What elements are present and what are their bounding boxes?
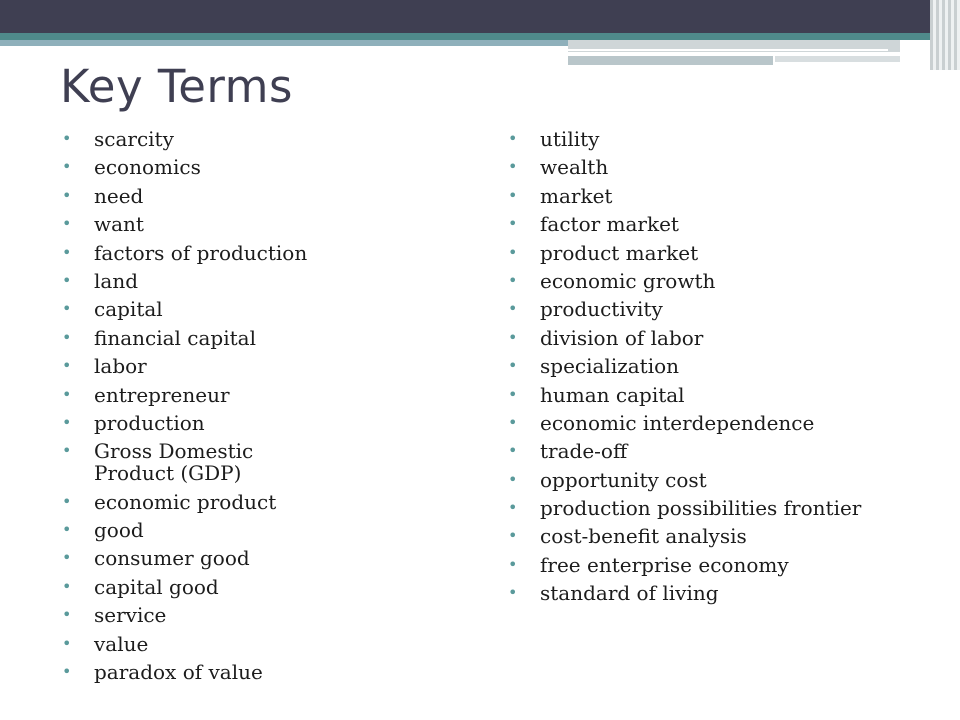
header-accent-bar (0, 40, 568, 46)
term-text: financial capital (94, 325, 256, 350)
term-list-item (60, 128, 460, 150)
bullet-icon: • (508, 412, 518, 432)
slide-title: Key Terms (60, 60, 293, 113)
header-gray-bar-lower (568, 56, 773, 65)
term-text: utility (540, 127, 600, 151)
term-list-item (60, 519, 460, 541)
term-list-item (506, 128, 946, 150)
term-text: production (94, 410, 205, 435)
term-list-item (60, 242, 460, 264)
term-text: factor market (540, 212, 679, 237)
term-text: service (94, 603, 167, 628)
term-list-item (60, 547, 460, 569)
bullet-icon: • (508, 526, 518, 546)
term-text: need (94, 183, 144, 208)
bullet-icon: • (508, 441, 518, 461)
term-text: good (94, 518, 144, 543)
term-list-item (60, 604, 460, 626)
term-text: economic product (94, 489, 277, 514)
bullet-icon: • (508, 129, 518, 148)
bullet-icon: • (62, 270, 72, 290)
term-list-item (506, 412, 946, 434)
term-text: capital good (94, 574, 219, 599)
term-list-item (506, 213, 946, 235)
bullet-icon: • (508, 242, 518, 262)
term-list-item (506, 440, 946, 462)
term-text: market (540, 183, 613, 208)
term-list-item (506, 469, 946, 491)
bullet-icon: • (62, 384, 72, 404)
term-text: factors of production (94, 240, 308, 265)
term-text: economic growth (540, 268, 716, 293)
term-list-item (60, 327, 460, 349)
bullet-icon: • (62, 520, 72, 540)
term-list-item (60, 270, 460, 292)
term-list-item (60, 491, 460, 513)
term-text: labor (94, 354, 147, 379)
bullet-icon: • (508, 299, 518, 319)
bullet-icon: • (62, 576, 72, 596)
bullet-icon: • (62, 633, 72, 653)
right-term-list (506, 128, 946, 611)
bullet-icon: • (508, 157, 518, 177)
term-text: opportunity cost (540, 467, 707, 492)
term-list-item (60, 384, 460, 406)
term-text: standard of living (540, 581, 719, 606)
header-dark-bar (0, 0, 960, 33)
term-list-item (60, 355, 460, 377)
left-term-list (60, 128, 460, 689)
bullet-icon: • (62, 214, 72, 234)
term-list-item (506, 298, 946, 320)
term-list-item (60, 185, 460, 207)
bullet-icon: • (508, 384, 518, 404)
bullet-icon: • (62, 157, 72, 177)
term-list-item (60, 440, 304, 484)
bullet-icon: • (62, 242, 72, 262)
bullet-icon: • (508, 554, 518, 574)
bullet-icon: • (508, 270, 518, 290)
term-text: wealth (540, 155, 609, 180)
term-text: production possibilities frontier (540, 496, 862, 521)
term-text: human capital (540, 382, 685, 407)
term-list-item (506, 525, 946, 547)
bullet-icon: • (62, 491, 72, 511)
bullet-icon: • (508, 356, 518, 376)
term-text: division of labor (540, 325, 704, 350)
term-text: Gross Domestic Product (GDP) (94, 439, 254, 486)
term-text: economic interdependence (540, 410, 815, 435)
term-list-item (506, 156, 946, 178)
bullet-icon: • (62, 299, 72, 319)
term-text: want (94, 212, 144, 237)
term-text: free enterprise economy (540, 552, 789, 577)
term-list-item (506, 327, 946, 349)
term-text: productivity (540, 297, 663, 322)
bullet-icon: • (62, 185, 72, 205)
bullet-icon: • (508, 583, 518, 603)
term-list-item (506, 242, 946, 264)
term-list-item (506, 554, 946, 576)
term-list-item (506, 270, 946, 292)
term-list-item (506, 384, 946, 406)
term-text: specialization (540, 354, 680, 379)
term-list-item (60, 213, 460, 235)
bullet-icon: • (62, 441, 72, 461)
term-text: entrepreneur (94, 382, 230, 407)
bullet-icon: • (508, 498, 518, 518)
term-list-item (60, 298, 460, 320)
bullet-icon: • (62, 412, 72, 432)
bullet-icon: • (62, 605, 72, 625)
bullet-icon: • (508, 185, 518, 205)
bullet-icon: • (62, 662, 72, 682)
term-text: paradox of value (94, 660, 263, 685)
header-teal-bar (0, 33, 960, 40)
bullet-icon: • (62, 327, 72, 347)
term-text: cost-benefit analysis (540, 524, 747, 549)
term-text: economics (94, 155, 201, 180)
term-text: value (94, 631, 149, 656)
term-list-item (60, 412, 460, 434)
bullet-icon: • (508, 327, 518, 347)
bullet-icon: • (508, 214, 518, 234)
term-text: land (94, 268, 139, 293)
bullet-icon: • (508, 469, 518, 489)
header-edge-stripes (930, 0, 960, 70)
term-text: capital (94, 297, 163, 322)
bullet-icon: • (62, 356, 72, 376)
term-list-item (60, 576, 460, 598)
term-text: consumer good (94, 546, 250, 571)
term-list-item (506, 582, 946, 604)
header-divider-line (568, 49, 888, 51)
term-list-item (60, 156, 460, 178)
term-list-item (60, 661, 460, 683)
term-list-item (506, 497, 946, 519)
bullet-icon: • (62, 548, 72, 568)
term-text: product market (540, 240, 699, 265)
bullet-icon: • (62, 129, 72, 148)
term-list-item (60, 633, 460, 655)
term-text: scarcity (94, 127, 174, 151)
term-list-item (506, 185, 946, 207)
term-text: trade-off (540, 439, 628, 464)
term-list-item (506, 355, 946, 377)
header-gray-bar-short (775, 56, 900, 62)
